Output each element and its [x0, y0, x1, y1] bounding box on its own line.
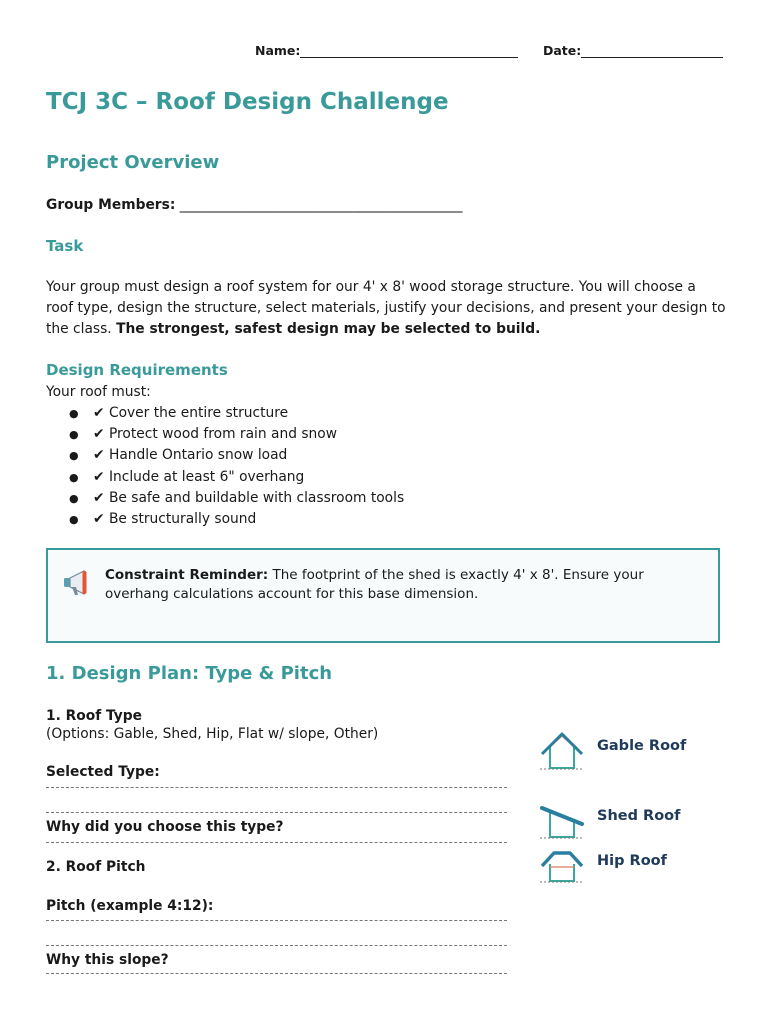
- overview-heading: Project Overview: [46, 152, 220, 173]
- gable-roof-label: Gable Roof: [597, 738, 687, 754]
- list-item: [46, 509, 546, 530]
- task-heading: Task: [46, 237, 84, 255]
- requirement-text: ✔ Be structurally sound: [93, 511, 257, 528]
- bullet-icon: ●: [69, 470, 79, 484]
- bullet-icon: ●: [69, 407, 79, 420]
- why-slope-line[interactable]: [46, 973, 507, 974]
- hip-roof-icon: [538, 846, 586, 890]
- pitch-line-2[interactable]: [46, 945, 507, 946]
- list-item: [46, 467, 546, 488]
- date-field[interactable]: [543, 43, 723, 58]
- name-line[interactable]: [300, 43, 518, 58]
- why-type-label: Why did you choose this type?: [46, 819, 284, 835]
- bullet-icon: ●: [69, 491, 79, 505]
- why-slope-label: Why this slope?: [46, 952, 169, 968]
- requirements-intro: Your roof must:: [46, 384, 151, 400]
- list-item: [46, 488, 546, 509]
- group-members-row: [46, 197, 463, 213]
- requirement-text: ✔ Include at least 6" overhang: [93, 468, 305, 485]
- roof-pitch-label: 2. Roof Pitch: [46, 859, 146, 875]
- name-field[interactable]: [255, 43, 518, 58]
- task-text: Your group must design a roof system for our 4' x 8' wood storage structure. You will choose a roof type, design the structure, select materials, justify your decisions, and present your design to the class.: [46, 279, 726, 337]
- pitch-line-1[interactable]: [46, 920, 507, 921]
- shed-roof-label: Shed Roof: [597, 808, 681, 824]
- bullet-icon: ●: [69, 513, 79, 527]
- gable-roof-icon: [538, 728, 586, 776]
- task-bold-text: The strongest, safest design may be selected to build.: [116, 321, 541, 337]
- roof-type-label: 1. Roof Type: [46, 708, 143, 724]
- callout-body: The footprint of the shed is exactly 4' x 8'. Ensure your overhang calculations account for this base dimension.: [105, 567, 644, 602]
- hip-roof-label: Hip Roof: [597, 853, 667, 869]
- why-type-line[interactable]: [46, 842, 507, 843]
- bullet-icon: ●: [69, 428, 79, 442]
- callout-label: Constraint Reminder:: [105, 567, 269, 583]
- callout-text: [105, 566, 665, 603]
- selected-type-line-2[interactable]: [46, 812, 507, 813]
- roof-type-options: (Options: Gable, Shed, Hip, Flat w/ slope, Other): [46, 726, 379, 742]
- bullet-icon: ●: [69, 449, 79, 463]
- requirement-text: ✔ Cover the entire structure: [93, 405, 289, 421]
- design-plan-heading: 1. Design Plan: Type & Pitch: [46, 663, 333, 684]
- selected-type-label: Selected Type:: [46, 764, 160, 780]
- page-title: TCJ 3C – Roof Design Challenge: [46, 89, 449, 115]
- requirement-text: ✔ Protect wood from rain and snow: [93, 426, 338, 443]
- shed-roof-icon: [538, 799, 586, 845]
- group-members-line[interactable]: _________________________________________: [179, 197, 463, 213]
- pitch-label: Pitch (example 4:12):: [46, 898, 214, 914]
- requirements-list: [46, 403, 546, 530]
- list-item: [46, 403, 546, 424]
- requirements-heading: Design Requirements: [46, 361, 228, 379]
- group-members-label: Group Members:: [46, 197, 176, 213]
- task-paragraph: [46, 277, 726, 340]
- list-item: [46, 445, 546, 466]
- selected-type-line-1[interactable]: [46, 787, 507, 788]
- megaphone-icon: [62, 568, 92, 600]
- constraint-callout: [46, 548, 720, 643]
- requirement-text: ✔ Handle Ontario snow load: [93, 447, 288, 464]
- name-label: Name:: [255, 43, 301, 58]
- date-label: Date:: [543, 43, 582, 58]
- requirement-text: ✔ Be safe and buildable with classroom tools: [93, 489, 405, 506]
- date-line[interactable]: [581, 43, 723, 58]
- list-item: [46, 424, 546, 445]
